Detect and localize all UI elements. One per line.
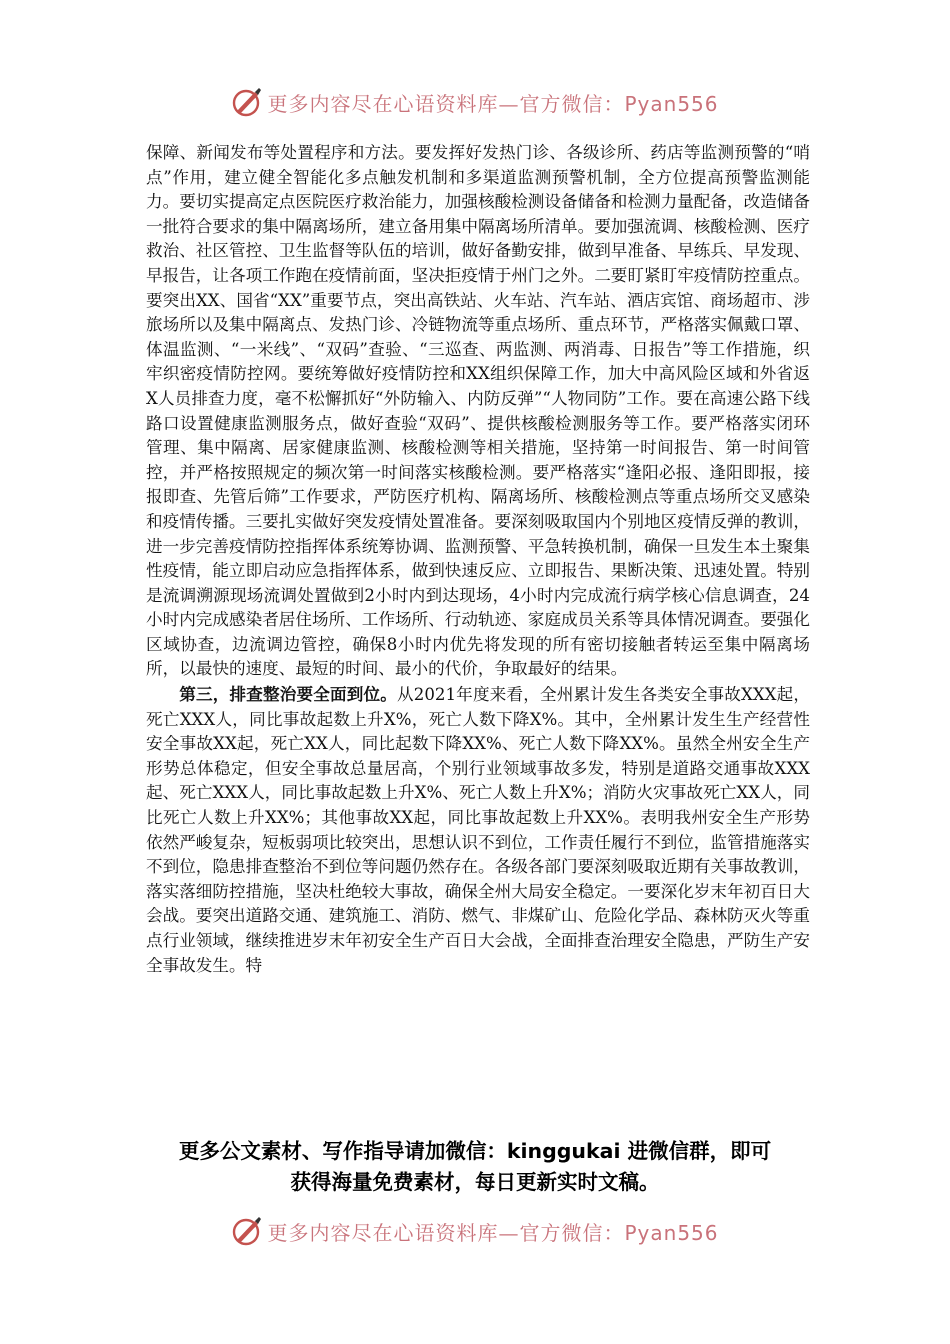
banner-text: 更多内容尽在心语资料库—官方微信：Pyan556 [267, 1220, 719, 1245]
promo-notice [120, 1136, 830, 1198]
section-heading: 第三，排查整治要全面到位。 [179, 684, 398, 705]
pen-logo-icon [231, 1215, 263, 1247]
paragraph-1: 保障、新闻发布等处置程序和方法。要发挥好发热门诊、各级诊所、药店等监测预警的“哨点”作用，建立健全智能化多点触发机制和多渠道监测预警机制，全方位提高预警监测能力。要切实提高定点医院医疗救治能力，加强核酸检测设备储备和检测力量配备，改造储备一批符合要求的集中隔离场所，建立备用集中隔离场所清单。要加强流调、核酸检测、医疗救治、社区管控、卫生监督等队伍的培训，做好备勤安排，做到早准备、早练兵、早发现、早报告，让各项工作跑在疫情前面，坚决拒疫情于州门之外。二要盯紧盯牢疫情防控重点。要突出XX、国省“XX”重要节点，突出高铁站、火车站、汽车站、酒店宾馆、商场超市、涉旅场所以及集中隔离点、发热门诊、冷链物流等重点场所、重点环节，严格落实佩戴口罩、体温监测、“一米线”、“双码”查验、“三巡查、两监测、两消毒、日报告”等工作措施，织牢织密疫情防控网。要统筹做好疫情防控和XX组织保障工作，加大中高风险区域和外省返X人员排查力度，毫不松懈抓好“外防输入、内防反弹”“人物同防”工作。要在高速公路下线路口设置健康监测服务点，做好查验“双码”、提供核酸检测服务等工作。要严格落实闭环管理、集中隔离、居家健康监测、核酸检测等相关措施，坚持第一时间报告、第一时间管控，并严格按照规定的频次第一时间落实核酸检测。要严格落实“逢阳必报、逢阳即报，接报即查、先管后筛”工作要求，严防医疗机构、隔离场所、核酸检测点等重点场所交叉感染和疫情传播。三要扎实做好突发疫情处置准备。要深刻吸取国内个别地区疫情反弹的教训，进一步完善疫情防控指挥体系统筹协调、监测预警、平急转换机制，确保一旦发生本土聚集性疫情，能立即启动应急指挥体系，做到快速反应、立即报告、果断决策、迅速处置。特别是流调溯源现场流调处置做到2小时内到达现场，4小时内完成流行病学核心信息调查，24小时内完成感染者居住场所、工作场所、行动轨迹、家庭成员关系等具体情况调查。要强化区域协查，边流调边管控，确保8小时内优先将发现的所有密切接触者转运至集中隔离场所，以最快的速度、最短的时间、最小的代价，争取最好的结果。 [146, 143, 810, 679]
promo-line-1: 更多公文素材、写作指导请加微信：kinggukai 进微信群，即可 [178, 1139, 772, 1163]
banner-wechat-id: Pyan556 [624, 1220, 719, 1245]
banner-wechat-id: Pyan556 [624, 91, 719, 116]
header-banner [0, 82, 950, 122]
pen-logo-icon [231, 86, 263, 118]
paragraph-2: 第三，排查整治要全面到位。从2021年度来看，全州累计发生各类安全事故XXX起，死亡XXX人，同比事故起数上升X%，死亡人数下降X%。其中，全州累计发生生产经营性安全事故XX起，死亡XX人，同比起数下降XX%、死亡人数下降XX%。虽然全州安全生产形势总体稳定，但安全事故总量居高，个别行业领域事故多发，特别是道路交通事故XXX起、死亡XXX人，同比事故起数上升X%、死亡人数上升X%；消防火灾事故死亡XX人，同比死亡人数上升XX%；其他事故XX起，同比事故起数上升XX%。表明我州安全生产形势依然严峻复杂，短板弱项比较突出，思想认识不到位，工作责任履行不到位，监管措施落实不到位，隐患排查整治不到位等问题仍然存在。各级各部门要深刻吸取近期有关事故教训，落实落细防控措施，坚决杜绝较大事故，确保全州大局安全稳定。一要深化岁末年初百日大会战。要突出道路交通、建筑施工、消防、燃气、非煤矿山、危险化学品、森林防灭火等重点行业领域，继续推进岁末年初安全生产百日大会战，全面排查治理安全隐患，严防生产安全事故发生。特 [146, 684, 811, 975]
promo-line-2: 获得海量免费素材，每日更新实时文稿。 [290, 1170, 660, 1194]
document-body [146, 140, 810, 978]
footer-banner [0, 1211, 950, 1251]
banner-text: 更多内容尽在心语资料库—官方微信：Pyan556 [267, 91, 719, 116]
